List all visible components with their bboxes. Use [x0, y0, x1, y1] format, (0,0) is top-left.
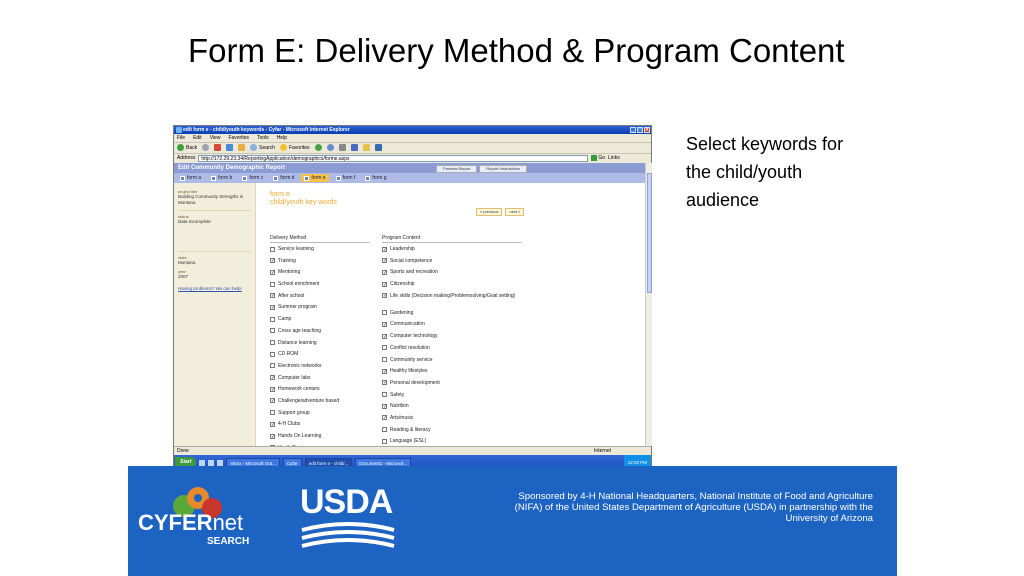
app-header — [174, 163, 645, 173]
delivery-checkbox-item[interactable] — [270, 340, 370, 352]
delivery-checkbox-item[interactable] — [270, 316, 370, 328]
checkbox[interactable]: ✓ — [383, 403, 388, 410]
content-checkbox-label: Nutrition — [390, 403, 409, 410]
delivery-checkbox-label: Electronic networks — [278, 362, 322, 369]
form-icon — [180, 176, 185, 181]
content-checkbox-label: Personal development — [390, 379, 440, 386]
links-label[interactable]: Links — [608, 155, 620, 161]
search-icon — [250, 144, 257, 151]
quicklaunch-icon[interactable] — [217, 460, 223, 466]
delivery-checkbox-item[interactable] — [270, 258, 370, 270]
checkbox[interactable] — [382, 345, 387, 350]
form-main — [260, 183, 645, 446]
delivery-checkbox-item[interactable] — [270, 246, 370, 258]
content-checkbox-item[interactable] — [382, 357, 522, 369]
content-checkbox-label: Communication — [390, 321, 425, 328]
checkbox[interactable]: ✓ — [383, 380, 388, 387]
tab-form-e[interactable]: form e — [301, 174, 328, 182]
checkbox[interactable] — [270, 328, 275, 333]
help-link[interactable]: Having problems? We can help! — [178, 286, 242, 291]
cyfernet-search-text: SEARCH — [207, 536, 250, 547]
delivery-checkbox-label: Summer program — [278, 304, 317, 311]
checkbox[interactable]: ✓ — [271, 304, 276, 311]
project-sidebar — [174, 183, 256, 446]
content-checkbox-label: Citizenship — [390, 281, 415, 288]
content-checkbox-item[interactable] — [382, 281, 522, 293]
content-checkbox-item[interactable] — [382, 415, 522, 427]
favorites-button[interactable]: Favorites — [280, 144, 310, 151]
mail-icon[interactable] — [327, 144, 334, 151]
task-document1[interactable]: Document1 - Microsof... — [355, 458, 411, 468]
content-checkbox-item[interactable] — [382, 269, 522, 281]
delivery-checkbox-label: Mentoring — [278, 269, 301, 276]
minimize-button[interactable]: _ — [631, 127, 635, 133]
delivery-checkbox-item[interactable] — [270, 386, 370, 398]
form-icon — [211, 176, 216, 181]
form-tabs — [174, 173, 645, 183]
content-checkbox-item[interactable] — [382, 427, 522, 439]
state-label: state — [178, 255, 187, 260]
delivery-checkbox-item[interactable] — [270, 375, 370, 387]
form-icon — [242, 176, 247, 181]
checkbox[interactable] — [382, 427, 387, 432]
form-icon — [336, 176, 341, 181]
home-icon[interactable] — [238, 144, 245, 151]
checkbox[interactable]: ✓ — [271, 258, 276, 265]
go-arrow-icon — [591, 155, 597, 161]
next-button[interactable]: next » — [505, 208, 524, 216]
checkbox[interactable]: ✓ — [271, 433, 276, 440]
tab-form-d[interactable]: form d — [270, 174, 297, 182]
content-checkbox-item[interactable] — [382, 246, 522, 258]
delivery-checkbox-item[interactable] — [270, 281, 370, 293]
checkbox[interactable] — [270, 410, 275, 415]
tab-form-c[interactable]: form c — [239, 174, 266, 182]
menu-favorites[interactable]: Favorites — [228, 135, 249, 141]
content-checkbox-item[interactable] — [382, 310, 522, 322]
delivery-method-header: Delivery Method — [270, 235, 370, 243]
content-checkbox-item[interactable] — [382, 345, 522, 357]
checkbox[interactable] — [382, 357, 387, 362]
checkbox[interactable]: ✓ — [271, 386, 276, 393]
menu-help[interactable]: Help — [276, 135, 287, 141]
tab-form-a[interactable]: form a — [177, 174, 204, 182]
checkbox[interactable]: ✓ — [271, 375, 276, 382]
content-checkbox-label: Leadership — [390, 246, 415, 252]
slide-title: Form E: Delivery Method & Program Content — [188, 32, 845, 69]
delivery-method-column — [270, 235, 370, 456]
year-value: 2007 — [178, 274, 189, 279]
delivery-checkbox-item[interactable] — [270, 304, 370, 316]
back-arrow-icon — [177, 144, 184, 151]
menu-tools[interactable]: Tools — [257, 135, 269, 141]
content-checkbox-label: Gardening — [390, 309, 414, 316]
project-title-label: project title — [178, 189, 198, 194]
delivery-checkbox-label: 4-H Clubs — [278, 421, 301, 428]
report-instructions-link[interactable]: Report Instructions — [479, 165, 527, 173]
status-text: Done — [177, 448, 189, 454]
delivery-checkbox-label: Challenge/adventure based — [278, 397, 340, 404]
delivery-checkbox-item[interactable] — [270, 328, 370, 340]
delivery-checkbox-label: Hands On Learning — [278, 433, 322, 439]
content-checkbox-label: Healthy lifestyles — [390, 368, 428, 375]
address-input[interactable]: http://172.29.23.34/ReportingApplication/demographics/forme.aspx — [198, 155, 588, 162]
delivery-checkbox-label: Support group — [278, 409, 310, 416]
usda-wordmark: USDA — [300, 483, 393, 521]
window-titlebar — [174, 126, 651, 134]
checkbox[interactable]: ✓ — [383, 269, 388, 276]
delivery-checkbox-label: Computer labs — [278, 374, 311, 381]
menu-edit[interactable]: Edit — [193, 135, 202, 141]
checkbox[interactable] — [270, 282, 275, 287]
delivery-checkbox-label: Service learning — [278, 246, 314, 252]
content-checkbox-item[interactable] — [382, 403, 522, 415]
delivery-checkbox-label: CD ROM — [278, 351, 299, 358]
checkbox[interactable]: ✓ — [383, 258, 388, 265]
content-checkbox-label: Reading & literacy — [390, 426, 431, 433]
checkbox[interactable]: ✓ — [271, 293, 276, 300]
quicklaunch-icon[interactable] — [208, 460, 214, 466]
browser-window — [173, 125, 652, 469]
checkbox[interactable]: ✓ — [383, 321, 388, 328]
state-value: Montana — [178, 260, 196, 265]
program-content-header: Program Content — [382, 235, 522, 243]
delivery-checkbox-label: Training — [278, 257, 296, 264]
content-checkbox-label: Computer technology — [390, 333, 438, 340]
start-button[interactable]: Start — [175, 457, 196, 468]
ie-logo-icon — [176, 127, 182, 133]
delivery-checkbox-label: Camp — [278, 316, 292, 323]
system-tray-clock: 12:02 PM — [624, 455, 651, 470]
checkbox[interactable]: ✓ — [383, 415, 388, 422]
content-checkbox-label: Community service — [390, 356, 433, 363]
status-value: Data Incomplete — [178, 219, 211, 224]
usda-stripes-icon — [302, 522, 394, 548]
content-checkbox-item[interactable] — [382, 293, 522, 310]
web-page — [174, 163, 645, 446]
content-checkbox-label: Conflict resolution — [390, 344, 430, 351]
checkbox[interactable] — [270, 363, 275, 368]
cyfernet-logo — [138, 484, 268, 554]
delivery-checkbox-item[interactable] — [270, 398, 370, 410]
checkbox[interactable]: ✓ — [383, 246, 388, 253]
form-heading: form e child/youth key words — [270, 191, 337, 206]
stop-icon[interactable] — [214, 144, 221, 151]
delivery-checkbox-label: Cross age teaching — [278, 327, 322, 334]
status-label: status — [178, 214, 189, 219]
content-checkbox-item[interactable] — [382, 321, 522, 333]
edit-icon[interactable] — [351, 144, 358, 151]
task-edit-form-e[interactable]: edit form e - child/... — [305, 458, 353, 468]
folder-icon[interactable] — [363, 144, 370, 151]
delivery-checkbox-item[interactable] — [270, 421, 370, 433]
sponsor-text: Sponsored by 4-H National Headquarters, National Institute of Food and Agriculture (NIFA) of the United States Department of Agriculture (USDA) in partnership with the University of Arizona — [514, 491, 873, 524]
delivery-checkbox-item[interactable] — [270, 410, 370, 422]
cyfernet-wordmark: CYFERnet — [138, 510, 244, 535]
checkbox[interactable] — [270, 317, 275, 322]
checkbox[interactable]: ✓ — [271, 421, 276, 428]
form-icon — [304, 176, 309, 181]
window-title: edit form e - child/youth keywords - Cyfar - Microsoft Internet Explorer — [183, 127, 350, 133]
previous-button[interactable]: « previous — [476, 208, 502, 216]
checkbox[interactable] — [382, 439, 387, 444]
checkbox[interactable] — [270, 352, 275, 357]
tab-form-g[interactable]: form g — [362, 174, 389, 182]
content-checkbox-label: Sports and recreation — [390, 269, 438, 276]
content-checkbox-label: Safety — [390, 391, 405, 398]
search-button[interactable]: Search — [250, 144, 275, 151]
forward-arrow-icon[interactable] — [202, 144, 209, 151]
delivery-checkbox-item[interactable] — [270, 433, 370, 445]
checkbox[interactable]: ✓ — [383, 368, 388, 375]
page-scrollbar[interactable] — [645, 163, 652, 446]
checkbox[interactable]: ✓ — [271, 269, 276, 276]
delivery-checkbox-label: Homework centers — [278, 386, 320, 393]
zone-text: Internet — [594, 448, 611, 454]
app-header-title: Edit Community Demographic Report — [178, 165, 286, 171]
usda-logo — [300, 484, 400, 554]
preview-report-link[interactable]: Preview Report — [436, 165, 477, 173]
checkbox[interactable]: ✓ — [383, 293, 388, 300]
content-checkbox-item[interactable] — [382, 392, 522, 404]
refresh-icon[interactable] — [226, 144, 233, 151]
task-cyfar[interactable]: Cyfar — [283, 458, 302, 468]
print-icon[interactable] — [339, 144, 346, 151]
address-label: Address — [177, 155, 196, 161]
form-icon — [365, 176, 370, 181]
status-bar — [174, 446, 651, 455]
checkbox[interactable]: ✓ — [383, 333, 388, 340]
delivery-checkbox-item[interactable] — [270, 351, 370, 363]
checkbox[interactable] — [270, 340, 275, 345]
delivery-checkbox-item[interactable] — [270, 293, 370, 305]
delivery-checkbox-label: After school — [278, 292, 305, 299]
checkbox[interactable]: ✓ — [383, 281, 388, 288]
star-icon — [280, 144, 287, 151]
delivery-checkbox-label: Distance learning — [278, 339, 317, 346]
form-icon — [273, 176, 278, 181]
side-caption: Select keywords for the child/youth audience — [686, 134, 844, 210]
checkbox[interactable]: ✓ — [271, 398, 276, 405]
history-icon[interactable] — [315, 144, 322, 151]
maximize-button[interactable]: □ — [638, 127, 642, 133]
content-checkbox-label: Life skills (Decision making/Problemsolving/Goal setting) — [390, 292, 516, 299]
tab-form-b[interactable]: form b — [208, 174, 235, 182]
delivery-checkbox-item[interactable] — [270, 269, 370, 281]
content-checkbox-item[interactable] — [382, 368, 522, 380]
content-checkbox-label: Arts/music — [390, 414, 414, 421]
year-label: year — [178, 269, 186, 274]
back-button[interactable]: Back — [177, 144, 197, 151]
messenger-icon[interactable] — [375, 144, 382, 151]
content-checkbox-item[interactable] — [382, 258, 522, 270]
menu-file[interactable]: File — [177, 135, 186, 141]
content-checkbox-label: Language (ESL) — [390, 438, 427, 445]
checkbox[interactable] — [382, 310, 387, 315]
tab-form-f[interactable]: form f — [333, 174, 359, 182]
delivery-checkbox-label: School enrichment — [278, 281, 320, 288]
content-checkbox-label: Social competence — [390, 257, 433, 264]
menu-view[interactable]: View — [209, 135, 221, 141]
checkbox[interactable] — [382, 392, 387, 397]
close-button[interactable]: × — [645, 127, 649, 133]
scrollbar-thumb[interactable] — [647, 173, 652, 293]
program-content-column — [382, 235, 522, 450]
content-checkbox-item[interactable] — [382, 380, 522, 392]
go-button[interactable]: Go — [591, 155, 605, 161]
delivery-checkbox-item[interactable] — [270, 363, 370, 375]
project-title-value: Building Community Strengths in Montana — [178, 194, 244, 205]
menu-bar — [174, 134, 651, 142]
address-bar — [174, 153, 651, 162]
toolbar — [174, 142, 651, 152]
sponsor-banner — [128, 466, 897, 576]
content-checkbox-item[interactable] — [382, 333, 522, 345]
checkbox[interactable] — [270, 247, 275, 252]
quicklaunch-icon[interactable] — [199, 460, 205, 466]
task-inbox[interactable]: Inbox - Microsoft Out... — [226, 458, 280, 468]
